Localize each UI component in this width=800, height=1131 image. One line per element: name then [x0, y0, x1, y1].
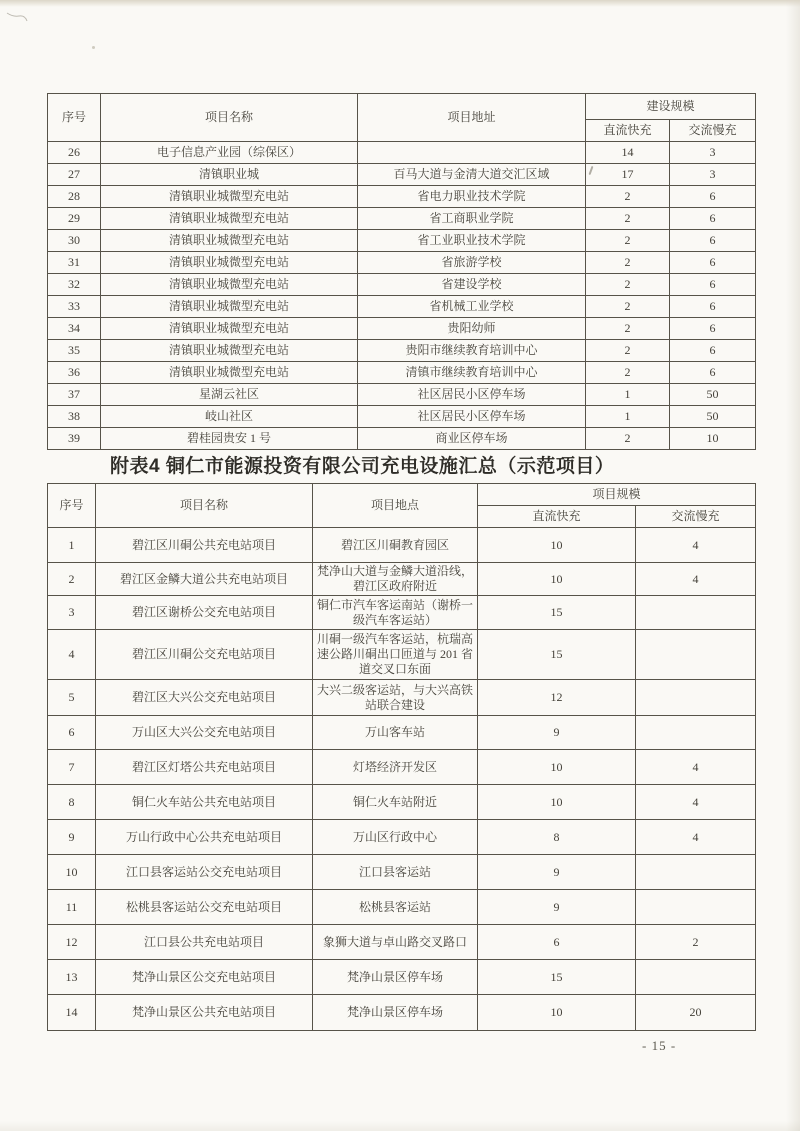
scan-artifact-dot — [92, 46, 95, 49]
cell-dc: 10 — [478, 528, 636, 563]
cell-name: 清镇职业城微型充电站 — [101, 186, 358, 208]
cell-dc: 9 — [478, 855, 636, 890]
cell-address: 省建设学校 — [358, 274, 586, 296]
cell-dc: 2 — [586, 252, 670, 274]
cell-ac: 6 — [670, 252, 756, 274]
cell-seq: 26 — [48, 142, 101, 164]
cell-dc: 2 — [586, 362, 670, 384]
table-row — [48, 164, 756, 186]
cell-address: 铜仁火车站附近 — [313, 785, 478, 820]
cell-dc: 10 — [478, 785, 636, 820]
cell-seq: 1 — [48, 528, 96, 563]
scan-artifact-squiggle — [6, 10, 36, 26]
cell-ac — [636, 596, 756, 630]
t1-header-ac: 交流慢充 — [670, 120, 756, 142]
cell-seq: 33 — [48, 296, 101, 318]
table-row — [48, 960, 756, 995]
cell-address: 梵净山景区停车场 — [313, 995, 478, 1031]
table-row — [48, 596, 756, 630]
table-row — [48, 362, 756, 384]
table-row — [48, 630, 756, 680]
cell-dc: 1 — [586, 384, 670, 406]
cell-address: 江口县客运站 — [313, 855, 478, 890]
cell-seq: 13 — [48, 960, 96, 995]
cell-name: 清镇职业城微型充电站 — [101, 208, 358, 230]
cell-dc: 17 — [586, 164, 670, 186]
cell-ac: 6 — [670, 208, 756, 230]
cell-dc: 2 — [586, 318, 670, 340]
cell-name: 岐山社区 — [101, 406, 358, 428]
cell-seq: 12 — [48, 925, 96, 960]
cell-name: 碧桂园贵安 1 号 — [101, 428, 358, 450]
cell-ac: 20 — [636, 995, 756, 1031]
cell-name: 清镇职业城微型充电站 — [101, 252, 358, 274]
cell-seq: 30 — [48, 230, 101, 252]
cell-address: 梵净山景区停车场 — [313, 960, 478, 995]
cell-ac: 6 — [670, 274, 756, 296]
cell-ac — [636, 890, 756, 925]
cell-seq: 29 — [48, 208, 101, 230]
cell-name: 清镇职业城微型充电站 — [101, 362, 358, 384]
cell-ac: 6 — [670, 186, 756, 208]
cell-ac — [636, 680, 756, 716]
table-row — [48, 855, 756, 890]
cell-dc: 2 — [586, 208, 670, 230]
cell-name: 星湖云社区 — [101, 384, 358, 406]
cell-name: 清镇职业城微型充电站 — [101, 274, 358, 296]
table-row — [48, 820, 756, 855]
cell-name: 碧江区川硐公共充电站项目 — [96, 528, 313, 563]
cell-address: 省工商职业学院 — [358, 208, 586, 230]
cell-address — [358, 142, 586, 164]
t1-header-dc: 直流快充 — [586, 120, 670, 142]
cell-address: 商业区停车场 — [358, 428, 586, 450]
cell-seq: 4 — [48, 630, 96, 680]
cell-seq: 27 — [48, 164, 101, 186]
cell-dc: 2 — [586, 428, 670, 450]
table-row — [48, 186, 756, 208]
cell-address: 贵阳市继续教育培训中心 — [358, 340, 586, 362]
charging-facilities-table-2 — [47, 483, 756, 1031]
cell-dc: 2 — [586, 296, 670, 318]
cell-dc: 9 — [478, 890, 636, 925]
cell-seq: 39 — [48, 428, 101, 450]
cell-ac: 6 — [670, 318, 756, 340]
cell-ac: 4 — [636, 785, 756, 820]
cell-name: 清镇职业城微型充电站 — [101, 340, 358, 362]
cell-seq: 10 — [48, 855, 96, 890]
cell-name: 铜仁火车站公共充电站项目 — [96, 785, 313, 820]
cell-name: 电子信息产业园（综保区） — [101, 142, 358, 164]
cell-ac — [636, 630, 756, 680]
cell-address: 松桃县客运站 — [313, 890, 478, 925]
cell-address: 铜仁市汽车客运南站（谢桥一级汽车客运站） — [313, 596, 478, 630]
cell-seq: 34 — [48, 318, 101, 340]
cell-dc: 15 — [478, 960, 636, 995]
table-row — [48, 890, 756, 925]
cell-name: 碧江区川硐公交充电站项目 — [96, 630, 313, 680]
cell-ac: 6 — [670, 340, 756, 362]
cell-ac — [636, 855, 756, 890]
cell-dc: 9 — [478, 716, 636, 750]
t2-header-seq: 序号 — [48, 484, 96, 528]
table-row — [48, 274, 756, 296]
cell-dc: 8 — [478, 820, 636, 855]
table-row — [48, 750, 756, 785]
table-row — [48, 384, 756, 406]
cell-address: 万山客车站 — [313, 716, 478, 750]
cell-address: 象狮大道与卓山路交叉路口 — [313, 925, 478, 960]
cell-seq: 35 — [48, 340, 101, 362]
cell-address: 清镇市继续教育培训中心 — [358, 362, 586, 384]
t1-header-scale-group: 建设规模 — [586, 94, 756, 120]
cell-seq: 38 — [48, 406, 101, 428]
cell-address: 碧江区川硐教育园区 — [313, 528, 478, 563]
cell-seq: 14 — [48, 995, 96, 1031]
cell-name: 碧江区大兴公交充电站项目 — [96, 680, 313, 716]
table-row — [48, 528, 756, 563]
cell-ac — [636, 716, 756, 750]
cell-address: 万山区行政中心 — [313, 820, 478, 855]
cell-seq: 3 — [48, 596, 96, 630]
table-row — [48, 785, 756, 820]
cell-dc: 1 — [586, 406, 670, 428]
cell-name: 清镇职业城微型充电站 — [101, 230, 358, 252]
table-row — [48, 428, 756, 450]
cell-dc: 14 — [586, 142, 670, 164]
cell-ac: 3 — [670, 164, 756, 186]
cell-seq: 2 — [48, 563, 96, 596]
table-row — [48, 406, 756, 428]
cell-dc: 10 — [478, 995, 636, 1031]
table-row — [48, 340, 756, 362]
cell-seq: 32 — [48, 274, 101, 296]
cell-ac: 10 — [670, 428, 756, 450]
cell-seq: 7 — [48, 750, 96, 785]
table-row — [48, 208, 756, 230]
table-row — [48, 230, 756, 252]
cell-address: 百马大道与金清大道交汇区域 — [358, 164, 586, 186]
cell-dc: 2 — [586, 186, 670, 208]
cell-seq: 31 — [48, 252, 101, 274]
cell-address: 省机械工业学校 — [358, 296, 586, 318]
cell-dc: 15 — [478, 630, 636, 680]
cell-address: 梵净山大道与金鳞大道沿线，碧江区政府附近 — [313, 563, 478, 596]
table-row — [48, 995, 756, 1031]
table-row — [48, 142, 756, 164]
cell-address: 社区居民小区停车场 — [358, 384, 586, 406]
cell-ac: 6 — [670, 362, 756, 384]
cell-address: 省旅游学校 — [358, 252, 586, 274]
cell-ac: 2 — [636, 925, 756, 960]
t2-header-ac: 交流慢充 — [636, 506, 756, 528]
cell-seq: 8 — [48, 785, 96, 820]
cell-name: 梵净山景区公交充电站项目 — [96, 960, 313, 995]
cell-dc: 12 — [478, 680, 636, 716]
table-row — [48, 925, 756, 960]
table-row — [48, 563, 756, 596]
table-row — [48, 680, 756, 716]
cell-dc: 2 — [586, 230, 670, 252]
cell-address: 大兴二级客运站，与大兴高铁站联合建设 — [313, 680, 478, 716]
charging-facilities-table-1 — [47, 93, 756, 450]
cell-dc: 2 — [586, 274, 670, 296]
cell-address: 灯塔经济开发区 — [313, 750, 478, 785]
cell-name: 碧江区金鳞大道公共充电站项目 — [96, 563, 313, 596]
cell-seq: 6 — [48, 716, 96, 750]
cell-ac: 50 — [670, 384, 756, 406]
cell-name: 清镇职业城 — [101, 164, 358, 186]
section-title: 附表4 铜仁市能源投资有限公司充电设施汇总（示范项目） — [110, 456, 615, 477]
cell-ac: 4 — [636, 750, 756, 785]
cell-ac: 4 — [636, 820, 756, 855]
cell-seq: 28 — [48, 186, 101, 208]
cell-seq: 37 — [48, 384, 101, 406]
cell-address: 社区居民小区停车场 — [358, 406, 586, 428]
cell-ac: 3 — [670, 142, 756, 164]
cell-name: 梵净山景区公共充电站项目 — [96, 995, 313, 1031]
cell-address: 川硐一级汽车客运站，杭瑞高速公路川硐出口匝道与 201 省道交叉口东面 — [313, 630, 478, 680]
cell-name: 清镇职业城微型充电站 — [101, 318, 358, 340]
cell-dc: 15 — [478, 596, 636, 630]
cell-ac: 4 — [636, 528, 756, 563]
table-row — [48, 716, 756, 750]
t2-header-dc: 直流快充 — [478, 506, 636, 528]
cell-address: 省电力职业技术学院 — [358, 186, 586, 208]
cell-seq: 9 — [48, 820, 96, 855]
t1-header-seq: 序号 — [48, 94, 101, 142]
cell-dc: 6 — [478, 925, 636, 960]
cell-dc: 10 — [478, 563, 636, 596]
table-row — [48, 252, 756, 274]
cell-name: 万山区大兴公交充电站项目 — [96, 716, 313, 750]
cell-seq: 36 — [48, 362, 101, 384]
cell-ac: 6 — [670, 296, 756, 318]
cell-name: 碧江区谢桥公交充电站项目 — [96, 596, 313, 630]
t2-header-address: 项目地点 — [313, 484, 478, 528]
cell-ac: 4 — [636, 563, 756, 596]
cell-dc: 2 — [586, 340, 670, 362]
t1-header-name: 项目名称 — [101, 94, 358, 142]
cell-address: 贵阳幼师 — [358, 318, 586, 340]
cell-dc: 10 — [478, 750, 636, 785]
t1-header-address: 项目地址 — [358, 94, 586, 142]
t2-header-scale-group: 项目规模 — [478, 484, 756, 506]
cell-seq: 5 — [48, 680, 96, 716]
cell-name: 清镇职业城微型充电站 — [101, 296, 358, 318]
t2-header-name: 项目名称 — [96, 484, 313, 528]
cell-ac — [636, 960, 756, 995]
table-row — [48, 318, 756, 340]
table-row — [48, 296, 756, 318]
cell-name: 江口县公共充电站项目 — [96, 925, 313, 960]
cell-name: 松桃县客运站公交充电站项目 — [96, 890, 313, 925]
cell-name: 万山行政中心公共充电站项目 — [96, 820, 313, 855]
cell-name: 江口县客运站公交充电站项目 — [96, 855, 313, 890]
cell-ac: 6 — [670, 230, 756, 252]
cell-name: 碧江区灯塔公共充电站项目 — [96, 750, 313, 785]
page-number: - 15 - — [642, 1038, 677, 1053]
cell-seq: 11 — [48, 890, 96, 925]
cell-address: 省工业职业技术学院 — [358, 230, 586, 252]
cell-ac: 50 — [670, 406, 756, 428]
